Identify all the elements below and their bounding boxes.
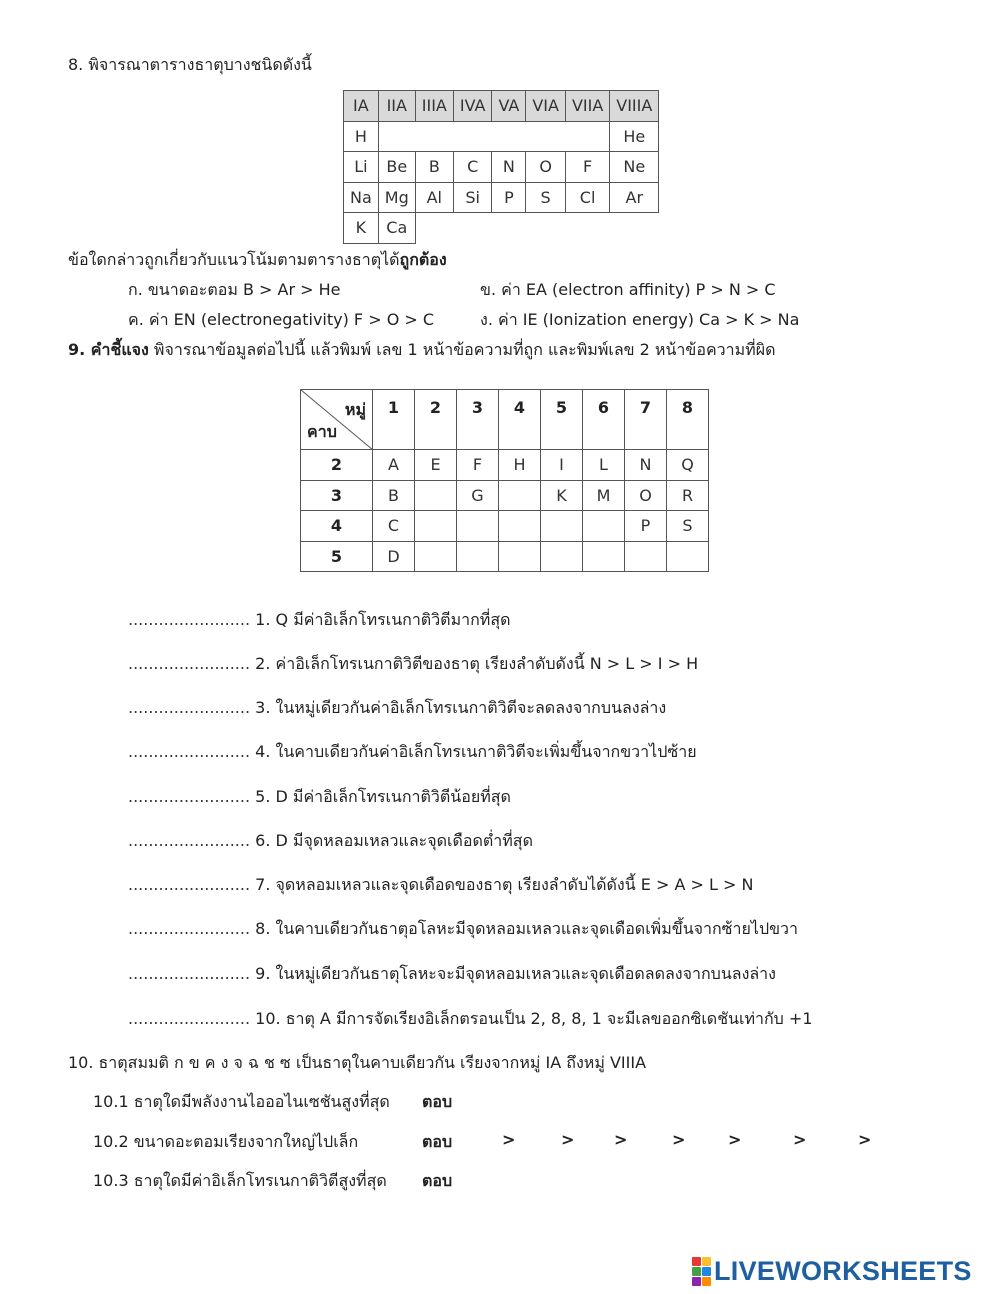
- element-cell: [457, 541, 499, 572]
- element-cell: Na: [344, 182, 379, 213]
- element-cell: Li: [344, 152, 379, 183]
- element-cell: [541, 511, 583, 542]
- element-cell: [415, 480, 457, 511]
- statement-text: 5. D มีค่าอิเล็กโทรเนกาติวิตีน้อยที่สุด: [255, 787, 511, 806]
- element-cell: [499, 480, 541, 511]
- gt-sign: >: [728, 1130, 742, 1149]
- header-cell: VIIIA: [610, 91, 659, 122]
- statement-text: 8. ในคาบเดียวกันธาตุอโลหะมีจุดหลอมเหลวและจุดเดือดเพิ่มขึ้นจากซ้ายไปขวา: [255, 919, 799, 938]
- answer-blank[interactable]: ........................: [128, 1009, 251, 1028]
- header-cell: VIA: [526, 91, 566, 122]
- group-header: 8: [667, 390, 709, 450]
- element-cell: O: [625, 480, 667, 511]
- element-cell: [499, 511, 541, 542]
- statement-row: [128, 608, 511, 633]
- answer-blank[interactable]: ........................: [128, 831, 251, 850]
- choice-d[interactable]: ง. ค่า IE (Ionization energy) Ca > K > Na: [480, 310, 800, 329]
- corner-cell: [301, 390, 373, 450]
- element-cell: [499, 541, 541, 572]
- table-row: [301, 541, 709, 572]
- period-cell: 3: [301, 480, 373, 511]
- element-cell: Si: [453, 182, 492, 213]
- element-cell: Al: [415, 182, 453, 213]
- header-cell: IIIA: [415, 91, 453, 122]
- element-cell: F: [565, 152, 609, 183]
- q10-sub1: 10.1 ธาตุใดมีพลังงานไอออไนเซชันสูงที่สุด: [93, 1092, 390, 1111]
- element-cell: S: [667, 511, 709, 542]
- q9-instruction-text: พิจารณาข้อมูลต่อไปนี้ แล้วพิมพ์ เลข 1 หน้าข้อความที่ถูก และพิมพ์เลข 2 หน้าข้อความที่ผิด: [153, 340, 776, 359]
- group-header: 2: [415, 390, 457, 450]
- group-header: 5: [541, 390, 583, 450]
- period-label: คาบ: [307, 422, 337, 441]
- element-cell: [415, 541, 457, 572]
- statement-row: [128, 1007, 813, 1032]
- element-cell: He: [610, 121, 659, 152]
- element-cell: [457, 511, 499, 542]
- group-header: 1: [373, 390, 415, 450]
- header-cell: VA: [492, 91, 526, 122]
- statement-text: 9. ในหมู่เดียวกันธาตุโลหะจะมีจุดหลอมเหลวและจุดเดือดลดลงจากบนลงล่าง: [255, 964, 776, 983]
- statement-text: 10. ธาตุ A มีการจัดเรียงอิเล็กตรอนเป็น 2, 8, 8, 1 จะมีเลขออกซิเดชันเท่ากับ +1: [255, 1009, 813, 1028]
- answer-label: ตอบ: [422, 1092, 453, 1111]
- element-cell: [415, 511, 457, 542]
- period-cell: 4: [301, 511, 373, 542]
- element-cell: Ca: [378, 213, 415, 244]
- logo-icon: [692, 1257, 711, 1286]
- table-row: [344, 152, 659, 183]
- element-cell: H: [344, 121, 379, 152]
- element-cell: C: [373, 511, 415, 542]
- table-row: [344, 213, 659, 244]
- group-header: 4: [499, 390, 541, 450]
- period-cell: 5: [301, 541, 373, 572]
- element-cell: [541, 541, 583, 572]
- element-cell: P: [492, 182, 526, 213]
- element-cell: Cl: [565, 182, 609, 213]
- statement-text: 2. ค่าอิเล็กโทรเนกาติวิตีของธาตุ เรียงลำดับดังนี้ N > L > I > H: [255, 654, 699, 673]
- statement-row: [128, 829, 533, 854]
- q9-label: 9. คำชี้แจง: [68, 340, 149, 359]
- group-label: หมู่: [344, 400, 366, 419]
- gt-sign: >: [561, 1130, 575, 1149]
- statement-row: [128, 962, 776, 987]
- header-cell: IVA: [453, 91, 492, 122]
- statement-text: 7. จุดหลอมเหลวและจุดเดือดของธาตุ เรียงลำดับได้ดังนี้ E > A > L > N: [255, 875, 754, 894]
- group-header: 6: [583, 390, 625, 450]
- gt-sign: >: [858, 1130, 872, 1149]
- element-cell: P: [625, 511, 667, 542]
- element-cell: E: [415, 450, 457, 481]
- statement-row: [128, 740, 697, 765]
- element-cell: A: [373, 450, 415, 481]
- header-cell: IA: [344, 91, 379, 122]
- q8-title: 8. พิจารณาตารางธาตุบางชนิดดังนี้: [68, 55, 312, 74]
- element-cell: [583, 541, 625, 572]
- element-cell: K: [344, 213, 379, 244]
- period-cell: 2: [301, 450, 373, 481]
- group-header: 3: [457, 390, 499, 450]
- q8-question-text: ข้อใดกล่าวถูกเกี่ยวกับแนวโน้มตามตารางธาตุได้: [68, 250, 400, 269]
- element-cell: S: [526, 182, 566, 213]
- table-row: [344, 182, 659, 213]
- answer-blank[interactable]: ........................: [128, 654, 251, 673]
- element-cell: F: [457, 450, 499, 481]
- q8-question: [68, 248, 447, 273]
- statement-row: [128, 696, 666, 721]
- element-cell: Be: [378, 152, 415, 183]
- choice-a[interactable]: ก. ขนาดอะตอม B > Ar > He: [128, 280, 341, 299]
- element-cell: N: [625, 450, 667, 481]
- gt-sign: >: [793, 1130, 807, 1149]
- q9-instruction: [68, 338, 775, 363]
- group-header: 7: [625, 390, 667, 450]
- table-header-row: [344, 91, 659, 122]
- statement-row: [128, 873, 753, 898]
- empty-cell: [415, 213, 659, 244]
- table-row: [301, 480, 709, 511]
- q10-sub3: 10.3 ธาตุใดมีค่าอิเล็กโทรเนกาติวิตีสูงที่สุด: [93, 1171, 387, 1190]
- element-cell: C: [453, 152, 492, 183]
- answer-blank[interactable]: ........................: [128, 919, 251, 938]
- choice-c[interactable]: ค. ค่า EN (electronegativity) F > O > C: [128, 310, 435, 329]
- statement-text: 1. Q มีค่าอิเล็กโทรเนกาติวิตีมากที่สุด: [255, 610, 511, 629]
- element-cell: Ar: [610, 182, 659, 213]
- answer-blank[interactable]: ........................: [128, 610, 251, 629]
- statement-text: 6. D มีจุดหลอมเหลวและจุดเดือดต่ำที่สุด: [255, 831, 533, 850]
- element-cell: Mg: [378, 182, 415, 213]
- empty-cell: [378, 121, 609, 152]
- element-cell: Ne: [610, 152, 659, 183]
- element-cell: I: [541, 450, 583, 481]
- element-cell: M: [583, 480, 625, 511]
- element-cell: Q: [667, 450, 709, 481]
- table-row: [344, 121, 659, 152]
- element-cell: B: [415, 152, 453, 183]
- header-cell: IIA: [378, 91, 415, 122]
- element-cell: N: [492, 152, 526, 183]
- answer-blank[interactable]: ........................: [128, 964, 251, 983]
- element-cell: B: [373, 480, 415, 511]
- logo-text: LIVEWORKSHEETS: [714, 1255, 972, 1286]
- choice-b[interactable]: ข. ค่า EA (electron affinity) P > N > C: [480, 280, 776, 299]
- table-header-row: [301, 390, 709, 450]
- q10-sub2: 10.2 ขนาดอะตอมเรียงจากใหญ่ไปเล็ก: [93, 1132, 359, 1151]
- element-cell: D: [373, 541, 415, 572]
- table-row: [301, 511, 709, 542]
- table-row: [301, 450, 709, 481]
- liveworksheets-logo: [692, 1256, 972, 1286]
- element-cell: G: [457, 480, 499, 511]
- answer-blank[interactable]: ........................: [128, 787, 251, 806]
- header-cell: VIIA: [565, 91, 609, 122]
- answer-blank[interactable]: ........................: [128, 875, 251, 894]
- element-cell: [583, 511, 625, 542]
- statement-text: 4. ในคาบเดียวกันค่าอิเล็กโทรเนกาติวิตีจะเพิ่มขึ้นจากขวาไปซ้าย: [255, 742, 697, 761]
- gt-sign: >: [614, 1130, 628, 1149]
- element-cell: [667, 541, 709, 572]
- statement-row: [128, 785, 511, 810]
- gt-sign: >: [672, 1130, 686, 1149]
- q10-title: 10. ธาตุสมมติ ก ข ค ง จ ฉ ช ซ เป็นธาตุในคาบเดียวกัน เรียงจากหมู่ IA ถึงหมู่ VIIIA: [68, 1053, 647, 1072]
- element-cell: L: [583, 450, 625, 481]
- answer-label: ตอบ: [422, 1171, 453, 1190]
- statement-row: [128, 917, 798, 942]
- element-cell: K: [541, 480, 583, 511]
- element-cell: [625, 541, 667, 572]
- statement-text: 3. ในหมู่เดียวกันค่าอิเล็กโทรเนกาติวิตีจะลดลงจากบนลงล่าง: [255, 698, 667, 717]
- statement-row: [128, 652, 698, 677]
- gt-sign: >: [502, 1130, 516, 1149]
- element-cell: R: [667, 480, 709, 511]
- element-cell: O: [526, 152, 566, 183]
- group-period-table: [300, 389, 709, 572]
- answer-label: ตอบ: [422, 1132, 453, 1151]
- q8-question-emphasis: ถูกต้อง: [399, 250, 447, 269]
- periodic-table-q8: [343, 90, 659, 244]
- answer-blank[interactable]: ........................: [128, 698, 251, 717]
- element-cell: H: [499, 450, 541, 481]
- answer-blank[interactable]: ........................: [128, 742, 251, 761]
